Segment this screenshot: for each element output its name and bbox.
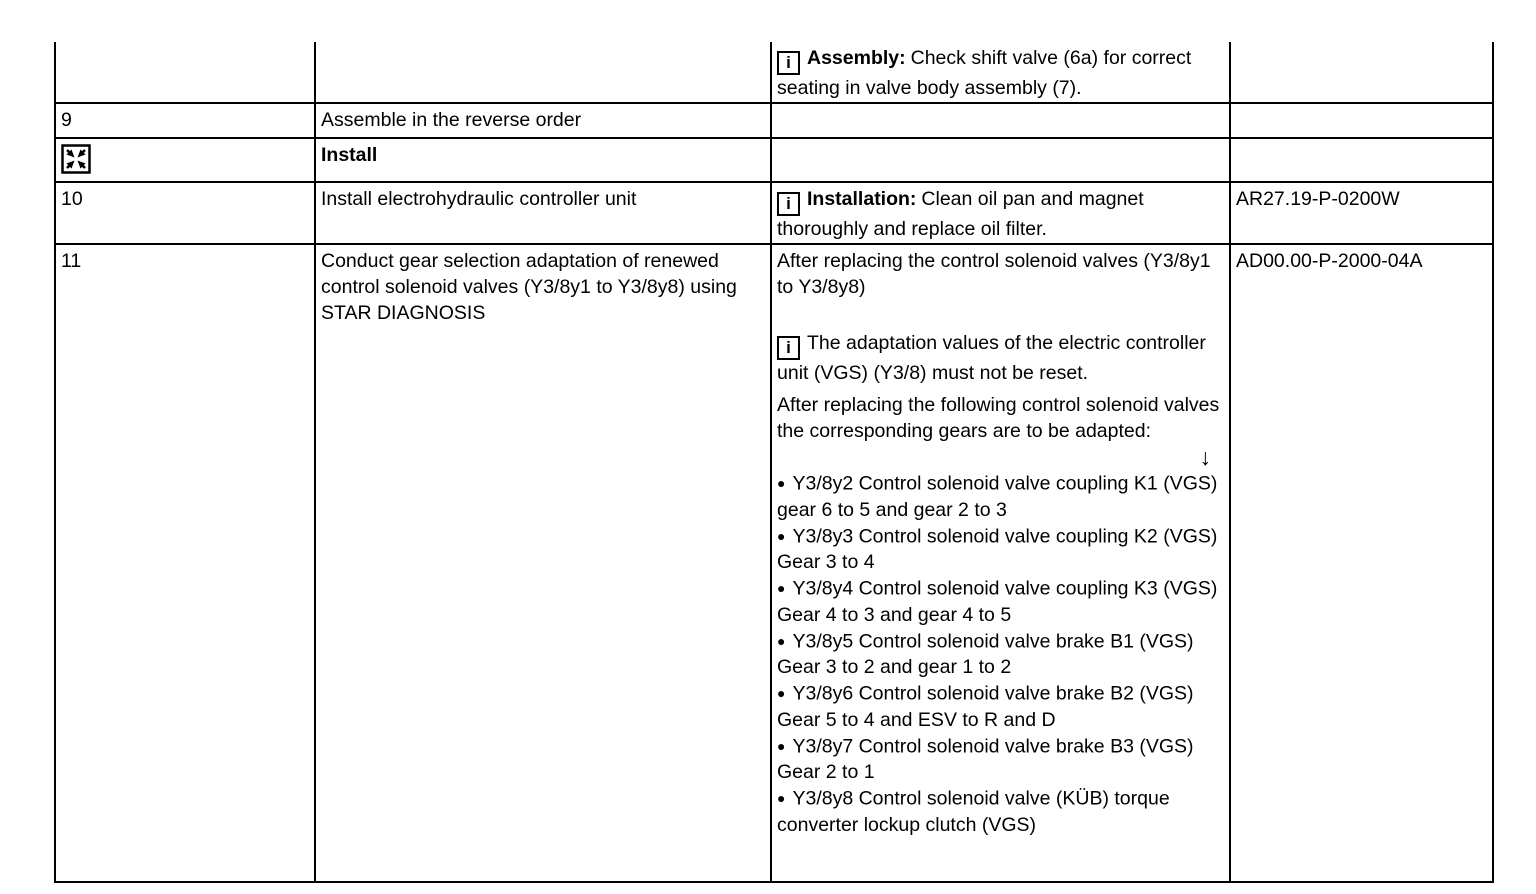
bullet-icon: ● [777, 527, 786, 544]
row-install-heading [55, 138, 1493, 182]
bullet-icon: ● [777, 790, 786, 806]
notes-cell [771, 138, 1230, 182]
reference-code: AD00.00-P-2000-04A [1236, 250, 1423, 272]
note-text: Check shift valve (6a) for correct seating in valve body assembly (7). [777, 47, 1192, 99]
note-paragraph: After replacing the following control solenoid valves the corresponding gears are to be adapted: [777, 394, 1220, 442]
bullet-text: Y3/8y3 Control solenoid valve coupling K2 (VGS) Gear 3 to 4 [777, 525, 1218, 573]
note-paragraph [777, 186, 1221, 242]
bullet-text: Y3/8y4 Control solenoid valve coupling K3 (VGS) Gear 4 to 3 and gear 4 to 5 [777, 577, 1218, 626]
description-cell [315, 244, 771, 882]
bullet-item [777, 575, 1221, 628]
reference-cell [1230, 42, 1493, 103]
note-label: Installation: [807, 188, 917, 210]
step-cell [55, 138, 315, 182]
note-text: Clean oil pan and magnet thoroughly and replace oil filter. [777, 188, 1144, 240]
reference-cell [1230, 103, 1493, 138]
step-number: 9 [61, 109, 72, 131]
bullet-icon: ● [777, 737, 786, 754]
note-text: The adaptation values of the electric controller unit (VGS) (Y3/8) must not be reset. [777, 332, 1206, 384]
bullet-text: Y3/8y2 Control solenoid valve coupling K1 (VGS) gear 6 to 5 and gear 2 to 3 [777, 472, 1218, 521]
bullet-icon: ● [777, 632, 786, 649]
notes-cell [771, 244, 1230, 882]
reference-cell [1230, 244, 1493, 882]
bullet-item [777, 680, 1221, 733]
step-description: Install electrohydraulic controller unit [321, 188, 637, 210]
bullet-item [777, 470, 1221, 523]
bullet-text: Y3/8y8 Control solenoid valve (KÜB) torque converter lockup clutch (VGS) [777, 787, 1170, 836]
info-icon: i [777, 51, 800, 75]
notes-cell [771, 182, 1230, 244]
step-cell [55, 42, 315, 103]
description-cell [315, 182, 771, 244]
info-icon: i [777, 336, 800, 360]
bullet-text: Y3/8y6 Control solenoid valve brake B2 (VGS) Gear 5 to 4 and ESV to R and D [777, 682, 1194, 731]
bullet-icon: ● [777, 475, 786, 491]
reference-cell [1230, 138, 1493, 182]
step-number: 10 [61, 188, 83, 210]
down-arrow-icon: ↓ [1199, 444, 1211, 470]
arrows-to-center-icon [61, 144, 91, 181]
reference-code: AR27.19-P-0200W [1236, 188, 1400, 210]
step-cell [55, 182, 315, 244]
row-step-10 [55, 182, 1493, 244]
row-step-11 [55, 244, 1493, 882]
info-icon: i [777, 192, 800, 216]
bullet-item [777, 785, 1221, 838]
step-number: 11 [61, 250, 82, 272]
arrow-row [777, 444, 1221, 470]
notes-cell [771, 103, 1230, 138]
notes-cell [771, 42, 1230, 103]
bullet-item [777, 733, 1221, 786]
description-cell [315, 138, 771, 182]
section-heading: Install [321, 144, 378, 166]
bullet-text: Y3/8y7 Control solenoid valve brake B3 (VGS) Gear 2 to 1 [777, 735, 1194, 783]
step-cell [55, 103, 315, 138]
step-cell [55, 244, 315, 882]
note-paragraph [777, 45, 1221, 101]
bullet-item [777, 628, 1221, 681]
description-cell [315, 42, 771, 103]
step-description: Conduct gear selection adaptation of renewed control solenoid valves (Y3/8y1 to Y3/8y8) using STAR DIAGNOSIS [321, 250, 737, 324]
bullet-text: Y3/8y5 Control solenoid valve brake B1 (VGS) Gear 3 to 2 and gear 1 to 2 [777, 630, 1194, 678]
bullet-item [777, 523, 1221, 576]
procedure-table [54, 42, 1494, 883]
note-paragraph: After replacing the control solenoid valves (Y3/8y1 to Y3/8y8) [777, 250, 1211, 298]
bullet-icon: ● [777, 685, 786, 701]
note-label: Assembly: [807, 47, 906, 69]
description-cell [315, 103, 771, 138]
row-step-9 [55, 103, 1493, 138]
step-description: Assemble in the reverse order [321, 109, 582, 131]
row-continuation [55, 42, 1493, 103]
reference-cell [1230, 182, 1493, 244]
bullet-icon: ● [777, 580, 786, 596]
note-paragraph [777, 330, 1221, 386]
